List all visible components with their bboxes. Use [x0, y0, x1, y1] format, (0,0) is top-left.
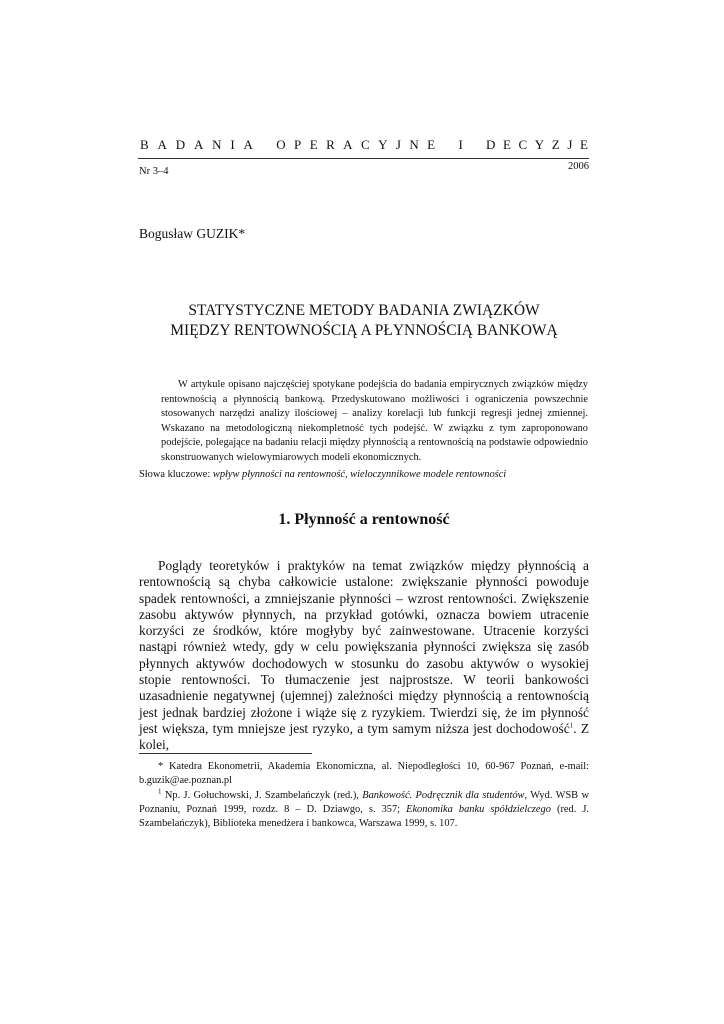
footnotes [139, 760, 589, 831]
footnote-1-text-b: , Wyd. WSB w Poznaniu, Poznań 1999, rozdz. 8 – D. Dziawgo, s. 357; [139, 789, 589, 815]
abstract [161, 378, 588, 466]
issue-number: Nr 3–4 [139, 166, 169, 177]
footnote-rule [139, 753, 312, 754]
journal-word-4: D E C Y Z J E [486, 137, 588, 152]
footnote-1-text-c: (red. J. Szambelańczyk), Biblioteka menedżera i bankowca, Warszawa 1999, s. 107. [139, 803, 589, 830]
keywords-value: wpływ płynności na rentowność, wieloczynnikowe modele rentowności [212, 469, 507, 480]
body-paragraph-tail: . Z kolei, [139, 720, 589, 753]
author-name: Bogusław GUZIK* [139, 226, 246, 241]
keywords [139, 469, 588, 480]
title-line-1: STATYSTYCZNE METODY BADANIA ZWIĄZKÓW [188, 302, 540, 319]
keywords-label: Słowa kluczowe: [139, 469, 211, 480]
footnote-author: * Katedra Ekonometrii, Akademia Ekonomiczna, al. Niepodległości 10, 60-967 Poznań, e-mail: b.guzik@ae.poznan.pl [139, 761, 589, 787]
journal-word-3: I [458, 137, 463, 152]
journal-word-1: B A D A N I A [140, 137, 253, 152]
footnote-1-italic-1: Bankowość. Podręcznik dla studentów [362, 789, 525, 801]
journal-word-2: O P E R A C Y J N E [276, 137, 436, 152]
abstract-text: W artykule opisano najczęściej spotykane podejścia do badania empirycznych związków między rentownością a płynnością bankową. Przedyskutowano możliwości i ograniczenia powszechnie stosowanych narzędzi analizy ilościowej – analizy korelacji lub funkcji regresji jednej zmiennej. Wskazano na metodologiczną niekompletność tych podejść. W związku z tym zaproponowano podejście, polegające na badaniu relacji między płynnością a rentownością na podstawie odpowiednio skonstruowanych wielowymiarowych modeli ekonomicznych. [161, 379, 588, 463]
section-heading: 1. Płynność a rentowność [278, 511, 450, 528]
footnote-1 [139, 789, 589, 832]
footnote-ref-1: 1 [569, 721, 574, 730]
footnote-1-number: 1 [158, 787, 162, 796]
journal-name [140, 137, 588, 153]
publication-year: 2006 [568, 161, 589, 172]
header-rule [138, 158, 589, 159]
body-paragraph [139, 558, 589, 754]
title-line-2: MIĘDZY RENTOWNOŚCIĄ A PŁYNNOŚCIĄ BANKOWĄ [170, 322, 558, 339]
footnote-1-text-a: Np. J. Gołuchowski, J. Szambelańczyk (red.), [161, 789, 363, 801]
body-paragraph-text: Poglądy teoretyków i praktyków na temat związków między płynnością a rentownością są chyba całkowicie ustalone: zwiększanie płynności powoduje spadek rentowności, a zmniejszanie płynności – wzrost rentowności. Zwiększenie zasobu aktywów płynnych, na przykład gotówki, oznacza bowiem utracenie korzyści ze środków, które mogłyby być zainwestowane. Utracenie korzyści nastąpi również wtedy, gdy w celu powiększania płynności zwiększa się zasób płynnych aktywów dochodowych w stosunku do zasobu aktywów o wysokiej stopie rentowności. To tłumaczenie jest najprostsze. W teorii bankowości uzasadnienie negatywnej (ujemnej) zależności między płynnością a rentownością jest jednak bardziej złożone i wiąże się z ryzykiem. Twierdzi się, że im płynność jest większa, tym mniejsze jest ryzyko, a tym samym niższa jest dochodowość [139, 558, 589, 736]
paper-title [140, 301, 588, 341]
body-text [139, 558, 589, 754]
footnote-1-italic-2: Ekonomika banku spółdzielczego [406, 803, 551, 815]
